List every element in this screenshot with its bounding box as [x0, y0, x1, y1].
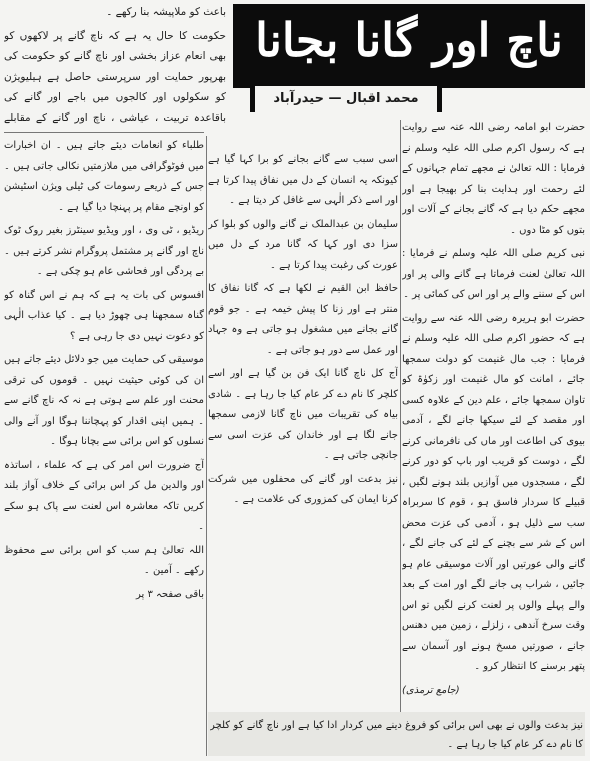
paragraph: نیز بدعت اور گانے کی محفلوں میں شرکت کرنا ایمان کی کمزوری کی علامت ہے ۔ [208, 473, 398, 505]
continued-note: باقی صفحہ ۳ پر [135, 588, 204, 600]
paragraph: سلیمان بن عبدالملک نے گانے والوں کو بلوا کر سزا دی اور کہا کہ گانا مرد کے دل میں عورت کی رغبت پیدا کرتا ہے ۔ [208, 218, 398, 271]
paragraph: طلباء کو انعامات دیئے جاتے ہیں ۔ ان اخبارات میں فوٹوگرافی میں ملازمتیں نکالی جاتی ہیں ۔ جس کے ذریعے رسومات کی ٹیلی ویژن اسٹیشن کو اونچے مقام پر پہنچا دیا گیا ہے ۔ [4, 140, 204, 213]
paragraph: اللہ تعالیٰ ہم سب کو اس برائی سے محفوظ رکھے ۔ آمین ۔ [4, 544, 204, 576]
paragraph: حضرت ابو ہریرہ رضی اللہ عنہ سے روایت ہے کہ حضور اکرم صلی اللہ علیہ وسلم نے فرمایا : جب مال غنیمت کو دولت سمجھا جائے ، امانت کو مال غنیمت اور زکوٰۃ کو تاوان سمجھا جائے ، علم دین کے علاوہ کسی اور مقصد کے لئے سیکھا جانے لگے ، آدمی بیوی کی اطاعت اور ماں کی نافرمانی کرنے لگے ، دوست کو قریب اور باپ کو دور کرنے لگے ، مسجدوں میں آوازیں بلند ہونے لگیں ، قبیلے کا سردار فاسق ہو ، قوم کا سربراہ سب سے ذلیل ہو ، آدمی کی عزت محض اس کے شر سے بچنے کے لئے کی جانے لگے ، گانے والی عورتیں اور آلات موسیقی عام ہو جائیں ، شراب پی جانے لگے اور امت کے بعد والے پہلے والوں پر لعنت کرنے لگیں تو اس وقت سرخ آندھی ، زلزلے ، زمین میں دھنس جانے ، صورتیں مسخ ہونے اور آسمان سے پتھر برسنے کا انتظار کرو ۔ [402, 312, 585, 672]
paragraph: آج کل ناچ گانا ایک فن بن گیا ہے اور اسے کلچر کا نام دے کر عام کیا جا رہا ہے ۔ شادی بیاہ کی تقریبات میں ناچ گانا لازمی سمجھا جانے لگا ہے اور خاندان کی عزت اسی سے جانچی جاتی ہے ۔ [208, 368, 398, 461]
paragraph: ریڈیو ، ٹی وی ، اور ویڈیو سینٹرز بغیر روک ٹوک ناچ اور گانے پر مشتمل پروگرام نشر کرتے ہیں ۔ بے پردگی اور فحاشی عام ہو چکی ہے ۔ [4, 225, 204, 277]
paragraph: موسیقی کی حمایت میں جو دلائل دیئے جاتے ہیں ان کی کوئی حیثیت نہیں ۔ قوموں کی ترقی محنت اور علم سے ہوتی ہے نہ کہ ناچ گانے سے ۔ ہمیں اپنی اقدار کو پہچاننا ہوگا اور آنے والی نسلوں کو اس برائی سے بچانا ہوگا ۔ [4, 354, 204, 447]
byline: محمد اقبال — حیدرآباد [250, 86, 442, 112]
headline-banner [233, 4, 585, 88]
paragraph: نبی کریم صلی اللہ علیہ وسلم نے فرمایا : اللہ تعالیٰ لعنت فرماتا ہے گانے والی پر اور اس کے سننے والے پر اور اس کی کمائی پر ۔ [402, 248, 585, 300]
citation: (جامع ترمذی) [402, 684, 460, 696]
paragraph: باعث کو ملاپیشہ بنا رکھے ۔ [106, 6, 226, 18]
column-divider [206, 136, 207, 756]
paragraph: افسوس کی بات یہ ہے کہ ہم نے اس گناہ کو گناہ سمجھنا ہی چھوڑ دیا ہے ۔ کیا عذاب الٰہی کو دعوت نہیں دی جا رہی ہے ؟ [4, 289, 204, 342]
middle-column [208, 150, 398, 758]
paragraph: حکومت کا حال یہ ہے کہ ناچ گانے پر لاکھوں کو بھی انعام عزاز بخشی اور ناچ گانے کو حکومت کی بھرپور حمایت اور سرپرستی حاصل ہے ہیلیویژن کو سکولوں اور کالجوں میں باجے اور گانے کی باقاعدہ تربیت ، عیاشی ، ناچ اور گانے کے مقابلے [4, 29, 226, 124]
paragraph: حضرت ابو امامہ رضی اللہ عنہ سے روایت ہے کہ رسول اکرم صلی اللہ علیہ وسلم نے فرمایا : اللہ تعالیٰ نے مجھے تمام جہانوں کے لئے رحمت اور ہدایت بنا کر بھیجا ہے اور مجھے حکم دیا ہے کہ گانے بجانے کے آلات اور بتوں کو مٹا دوں ۔ [402, 122, 585, 236]
paragraph: حافظ ابن القیم نے لکھا ہے کہ گانا نفاق کا منتر ہے اور زنا کا پیش خیمہ ہے ۔ جو قوم گانے بجانے میں مشغول ہو جاتی ہے وہ جہاد اور عمل سے دور ہو جاتی ہے ۔ [208, 283, 398, 356]
right-column [402, 118, 585, 758]
section-divider [4, 132, 204, 133]
column-divider [400, 120, 401, 756]
paragraph: آج ضرورت اس امر کی ہے کہ علماء ، اساتذہ اور والدین مل کر اس برائی کے خلاف آواز بلند کریں تاکہ معاشرہ اس لعنت سے پاک ہو سکے ۔ [4, 459, 204, 532]
headline: ناچ اور گانا بجانا [255, 13, 563, 67]
paragraph: اسی سبب سے گانے بجانے کو برا کہا گیا ہے کیونکہ یہ انسان کے دل میں نفاق پیدا کرتا ہے اور اسے ذکر الٰہی سے غافل کر دیتا ہے ۔ [208, 154, 398, 206]
left-top-column [4, 2, 226, 130]
footer-note: نیز بدعت والوں نے بھی اس برائی کو فروغ دینے میں کردار ادا کیا ہے اور ناچ گانے کو کلچر کا نام دے کر عام کیا جا رہا ہے ۔ [210, 720, 583, 750]
left-column [4, 136, 204, 758]
